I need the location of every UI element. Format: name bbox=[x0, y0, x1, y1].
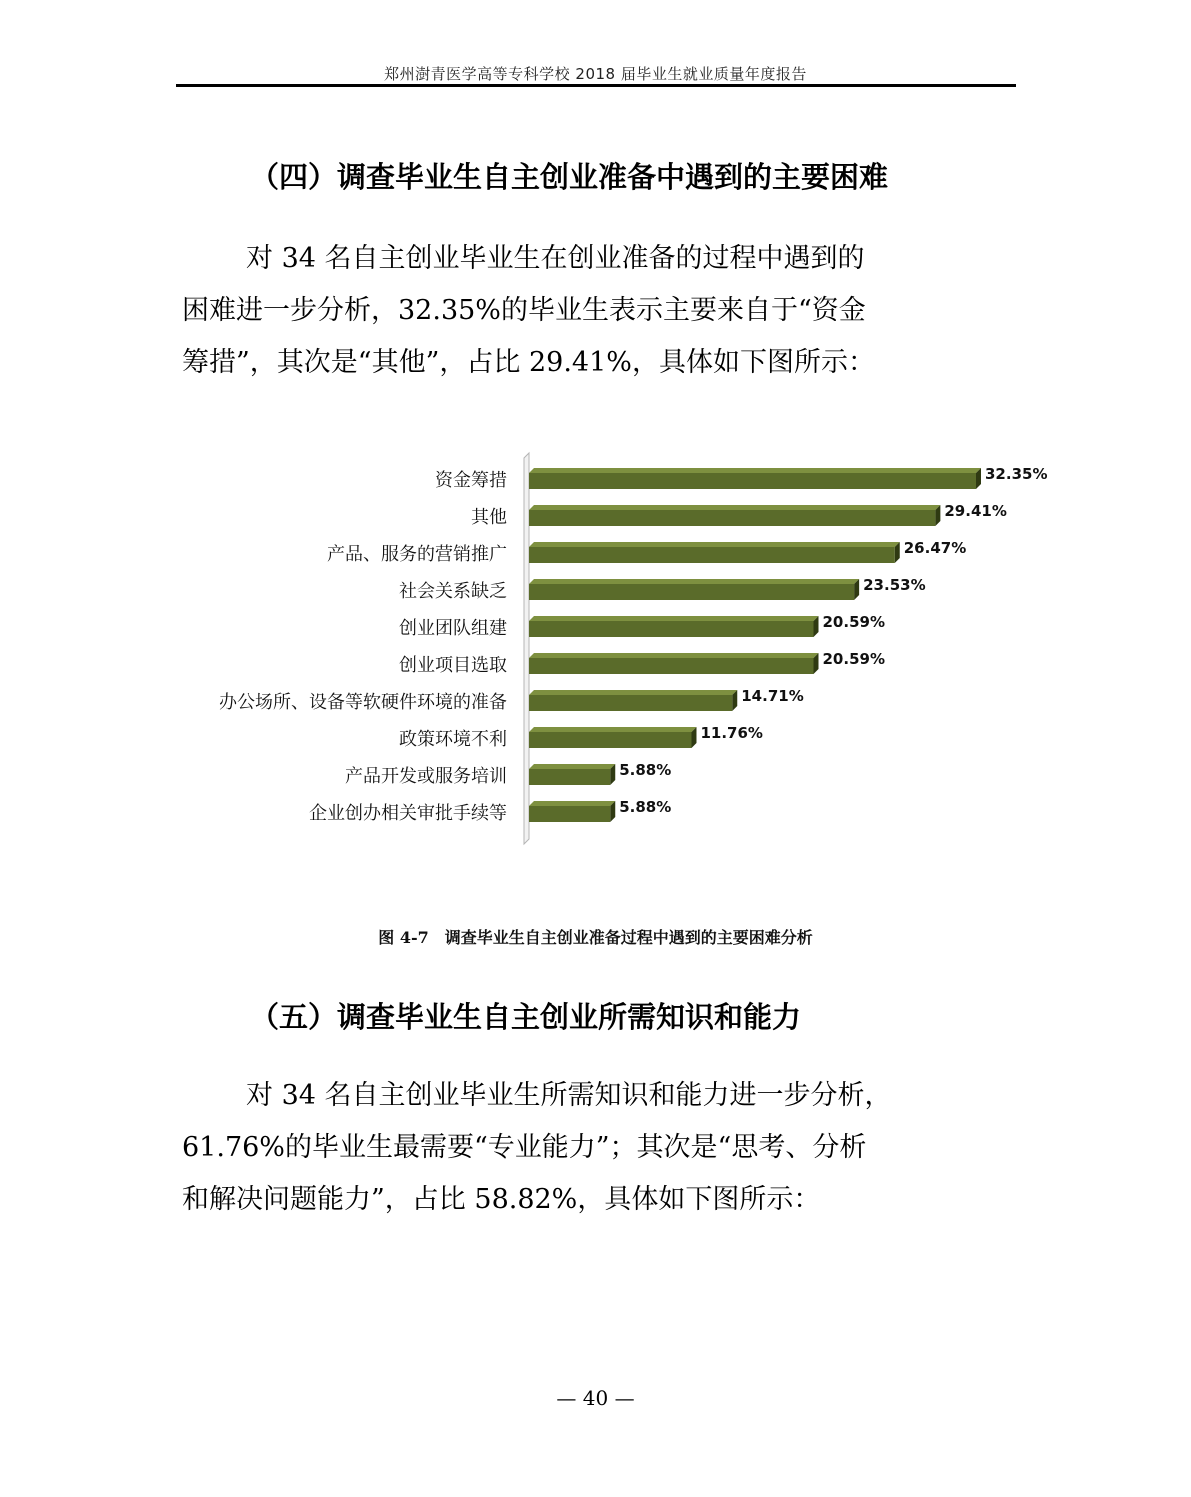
page-number: — 40 — bbox=[556, 1386, 635, 1410]
chart-bar bbox=[529, 473, 976, 489]
chart-bar bbox=[529, 584, 854, 600]
section-5-paragraph bbox=[182, 1070, 997, 1226]
chart-axis-wall bbox=[524, 453, 529, 844]
category-label: 创业团队组建 bbox=[399, 618, 507, 639]
chart-bar bbox=[529, 732, 691, 748]
chart-bar bbox=[529, 621, 814, 637]
category-label: 办公场所、设备等软硬件环境的准备 bbox=[219, 692, 507, 713]
value-label: 5.88% bbox=[619, 798, 672, 816]
bar-top-face bbox=[529, 468, 981, 473]
chart-bar bbox=[529, 695, 732, 711]
chart-bar bbox=[529, 547, 895, 563]
value-label: 20.59% bbox=[822, 650, 885, 668]
bar-top-face bbox=[529, 690, 737, 695]
bar-top-face bbox=[529, 653, 819, 658]
bar-top-face bbox=[529, 801, 615, 806]
section-4-line-1: 对 34 名自主创业毕业生在创业准备的过程中遇到的 bbox=[246, 243, 865, 274]
value-label: 11.76% bbox=[700, 724, 763, 742]
value-label: 14.71% bbox=[741, 687, 804, 705]
value-label: 23.53% bbox=[863, 576, 926, 594]
bar-top-face bbox=[529, 505, 940, 510]
category-label: 产品开发或服务培训 bbox=[345, 766, 507, 787]
category-label: 企业创办相关审批手续等 bbox=[309, 803, 507, 824]
bar-top-face bbox=[529, 542, 900, 547]
chart-bar bbox=[529, 806, 610, 822]
section-5-line-1: 对 34 名自主创业毕业生所需知识和能力进一步分析， bbox=[246, 1080, 892, 1111]
section-5-line-2: 61.76%的毕业生最需要“专业能力”；其次是“思考、分析 bbox=[182, 1132, 867, 1163]
chart-bar bbox=[529, 510, 935, 526]
chart-bar bbox=[529, 769, 610, 785]
value-label: 32.35% bbox=[985, 465, 1048, 483]
bar-top-face bbox=[529, 727, 696, 732]
category-label: 产品、服务的营销推广 bbox=[327, 544, 507, 565]
section-5-heading: （五）调查毕业生自主创业所需知识和能力 bbox=[250, 1000, 802, 1034]
value-label: 5.88% bbox=[619, 761, 672, 779]
value-label: 29.41% bbox=[944, 502, 1007, 520]
category-label: 政策环境不利 bbox=[399, 729, 507, 750]
category-label: 资金筹措 bbox=[435, 470, 507, 491]
section-5-line-3: 和解决问题能力”，占比 58.82%，具体如下图所示： bbox=[182, 1184, 821, 1215]
section-4-line-2: 困难进一步分析，32.35%的毕业生表示主要来自于“资金 bbox=[182, 295, 866, 326]
bar-top-face bbox=[529, 616, 819, 621]
category-label: 社会关系缺乏 bbox=[399, 581, 507, 602]
value-label: 20.59% bbox=[822, 613, 885, 631]
value-label: 26.47% bbox=[903, 539, 967, 557]
section-4-heading: （四）调查毕业生自主创业准备中遇到的主要困难 bbox=[250, 160, 889, 194]
section-4-line-3: 筹措”，其次是“其他”，占比 29.41%，具体如下图所示： bbox=[182, 347, 875, 378]
bar-top-face bbox=[529, 579, 859, 584]
category-label: 其他 bbox=[471, 507, 507, 528]
bar-top-face bbox=[529, 764, 615, 769]
chart-bar bbox=[529, 658, 814, 674]
category-label: 创业项目选取 bbox=[399, 655, 507, 676]
figure-caption: 图 4-7 调查毕业生自主创业准备过程中遇到的主要困难分析 bbox=[378, 928, 813, 947]
report-header-title: 郑州澍青医学高等专科学校 2018 届毕业生就业质量年度报告 bbox=[384, 65, 807, 83]
